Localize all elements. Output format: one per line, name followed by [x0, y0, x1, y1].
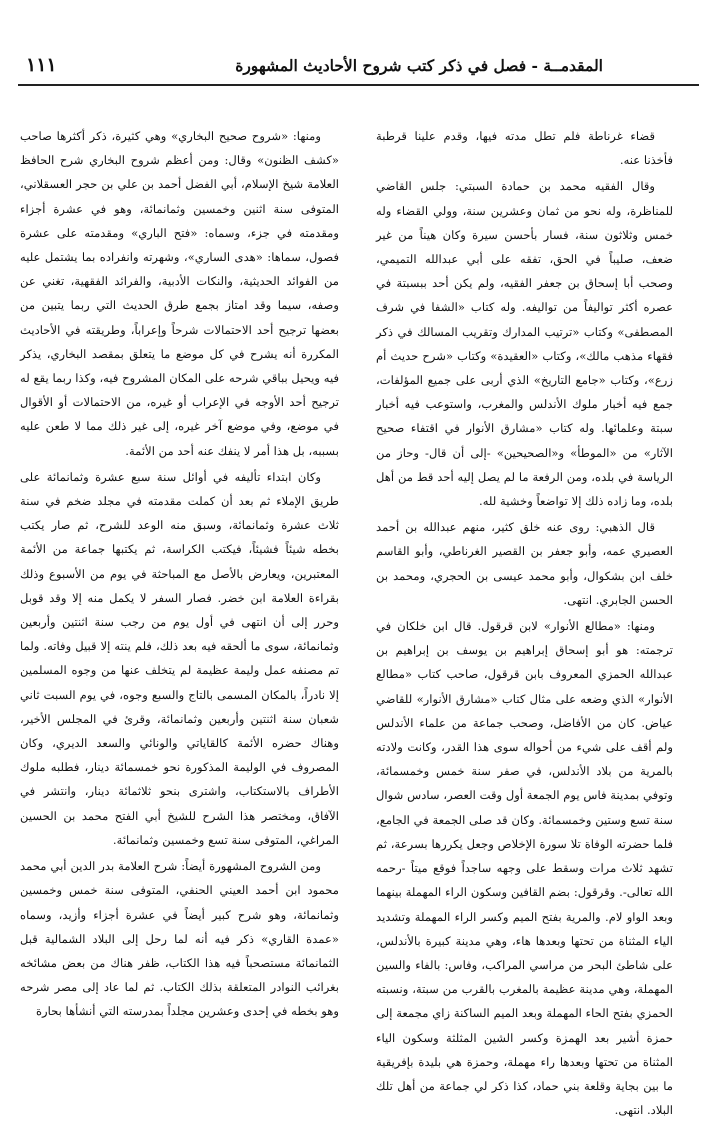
- paragraph: وقال الفقيه محمد بن حمادة السبتي: جلس القاضي للمناظرة، وله نحو من ثمان وعشرين سنة، وولي القضاء وله خمس وثلاثون سنة، فسار بأحسن سيرة وكان هيناً من غير ضعف، صليباً في الحق، تفقه على أبي عبدالله التميمي، وصحب أبا إسحاق بن جعفر الفقيه، ولم يكن أحد ببسبتة في عصره أكثر تواليفاً من تواليفه. وله كتاب «الشفا في شرف المصطفى» وكتاب «ترتيب المدارك وتقريب المسالك في ذكر فقهاء مذهب مالك»، وكتاب «العقيدة» وكتاب «شرح حديث أم زرع»، وكتاب «جامع التاريخ» الذي أربى على جميع المؤلفات، جمع فيه أخبار ملوك الأندلس والمغرب، واستوعب فيه أخبار سبتة وعلمائها. وله كتاب «مشارق الأنوار في اقتفاء صحيح الآثار» من «الموطأ» و«الصحيحين» -إلى أن قال- وحاز من الرياسة في بلده، ومن الرفعة ما لم يصل إليه أحد قط من أهل بلده، وما زاده ذلك إلا تواضعاً وخشية لله.: [376, 179, 673, 509]
- paragraph: وكان ابتداء تأليفه في أوائل سنة سبع عشرة وثمانمائة على طريق الإملاء ثم بعد أن كملت مقدمته في مجلد ضخم في سنة ثلاث عشرة وثمانمائة، وسبق منه الوعد للشرح، ثم صار يكتب بخطه شيئاً فشيئاً، فيكتب الكراسة، ثم يكتبها جماعة من الأئمة المعتبرين، ويعارض بالأصل مع المباحثة في يوم من الأسبوع وذلك بقراءة العلامة ابن خضر. فصار السفر لا يكمل منه إلا وقد قوبل وحرر إلى أن انتهى في أول يوم من رجب سنة اثنتين وأربعين وثمانمائة، سوى ما ألحقه فيه بعد ذلك، فلم ينته إلا قبيل وفاته. ولما تم مصنفه عمل وليمة عظيمة لم يتخلف عنها من وجوه المسلمين إلا نادراً، بالمكان المسمى بالتاج والسبع وجوه، في يوم السبت ثاني شعبان سنة اثنتين وأربعين وثمانمائة، وقرئ في المجلس الأخير، وهناك حضره الأئمة كالقاياتي والونائي والسعد الديري، وكان المصروف في الوليمة المذكورة نحو خمسمائة دينار، فطلبه ملوك الأطراف بالاستكتاب، واشترى بنحو ثلاثمائة دينار، وانتشر في الآفاق، ومختصر هذا الشرح للشيخ أبي الفتح محمد بن الحسين المراغي، المتوفى سنة تسع وخمسين وثمانمائة.: [20, 469, 339, 847]
- page-number: ١١١: [26, 54, 57, 76]
- paragraph: ومنها: «مطالع الأنوار» لابن قرقول. قال ابن خلكان في ترجمته: هو أبو إسحاق إبراهيم بن يوسف بن إبراهيم بن عبدالله الحمزي المعروف بابن قرقول، صاحب كتاب «مطالع الأنوار» الذي وضعه على مثال كتاب «مشارق الأنوار» للقاضي عياض. كان من الأفاضل، وصحب جماعة من علماء الأندلس ولم أقف على شيء من أحواله سوى هذا القدر، وكانت ولادته بالمرية من بلاد الأندلس، في صفر سنة خمس وخمسمائة، وتوفي بمدينة فاس يوم الجمعة أول وقت العصر، سادس شوال سنة تسع وستين وخمسمائة. وكان قد صلى الجمعة في الجامع، فلما حضرته الوفاة تلا سورة الإخلاص وجعل يكررها بسرعة، ثم تشهد ثلاث مرات وسقط على وجهه ساجداً فوقع ميتاً -رحمه الله تعالى-. وقرقول: بضم القافين وسكون الراء المهملة بينهما وبعد الواو لام. والمرية بفتح الميم وكسر الراء المهملة وتشديد الياء المثناة من تحتها وبعدها هاء، وهي مدينة كبيرة بالأندلس، على شاطئ البحر من مراسي المراكب، وفاس: بالفاء والسين المهملة، وهي مدينة عظيمة بالمغرب بالقرب من سبتة، ونسبته الحمزي بفتح الحاء المهملة وبعد الميم الساكنة زاي مجمعة إلى حمزة أشير بعد الهمزة وكسر الشين المثلثة وسكون الياء المثناة من تحتها وبعدها راء مهملة، وحمزة هي بليدة بإفريقية ما بين بجاية وقلعة بني حماد، كذا ذكر لي جماعة من أهل تلك البلاد. انتهى.: [376, 619, 673, 1118]
- paragraph: قضاء غرناطة فلم تطل مدته فيها، وقدم علينا قرطبة فأخذنا عنه.: [376, 129, 673, 168]
- paragraph: ومن الشروح المشهورة أيضاً: شرح العلامة بدر الدين أبي محمد محمود ابن أحمد العيني الحنفي، المتوفى سنة خمس وخمسين وثمانمائة، وهو شرح كبير أيضاً في عشرة أجزاء وأزيد، وسماه «عمدة القاري» ذكر فيه أنه لما رحل إلى البلاد الشمالية قبل الثمانمائة مستصحباً فيه هذا الكتاب، ظفر هناك من بعض مشائخه بغرائب النوادر المتعلقة بذلك الكتاب. ثم لما عاد إلى مصر شرحه وهو بخطه في إحدى وعشرين مجلداً بمدرسته التي أنشأها بحارة: [20, 859, 339, 1019]
- right-column: [376, 124, 673, 1118]
- running-title: المقدمــة - فصل في ذكر كتب شروح الأحاديث المشهورة: [235, 56, 603, 75]
- left-column: [20, 124, 339, 1086]
- paragraph: قال الذهبي: روى عنه خلق كثير، منهم عبدالله بن أحمد العصيري عمه، وأبو جعفر بن القصير الغرناطي، وأبو القاسم خلف ابن بشكوال، وأبو محمد عيسى بن الحجري، ومحمد بن الحسن الجابري. انتهى.: [376, 520, 673, 607]
- paragraph: ومنها: «شروح صحيح البخاري» وهي كثيرة، ذكر أكثرها صاحب «كشف الظنون» وقال: ومن أعظم شروح البخاري شرح الحافظ العلامة شيخ الإسلام، أبي الفضل أحمد بن علي بن حجر العسقلاني، المتوفى سنة اثنين وخمسين وثمانمائة، وهو في عشرة أجزاء ومقدمته في جزء، وسماه: «فتح الباري» ومقدمته على عشرة فصول، سماها: «هدى الساري»، وشهرته وانفراده بما يشتمل عليه من الفوائد الحديثية، والنكات الأدبية، والفرائد الفقهية، تغني عن وصفه، سيما وقد امتاز بجمع طرق الحديث التي ربما يتبين من بعضها ترجيح أحد الاحتمالات شرحاً وإعراباً، وطريقته في الأحاديث المكررة أنه يشرح في كل موضع ما يتعلق بمقصد البخاري، يذكر فيه ويحيل بباقي شرحه على المكان المشروح فيه، وكذا ربما يقع له ترجيح أحد الأوجه في الإعراب أو غيره، من الاحتمالات أو الأقوال في موضع، وفي موضع آخر غيره، إلى غير ذلك مما لا طعن عليه بسببه، بل هذا أمر لا ينفك عنه أحد من الأئمة.: [20, 129, 339, 458]
- page-header: [18, 46, 699, 86]
